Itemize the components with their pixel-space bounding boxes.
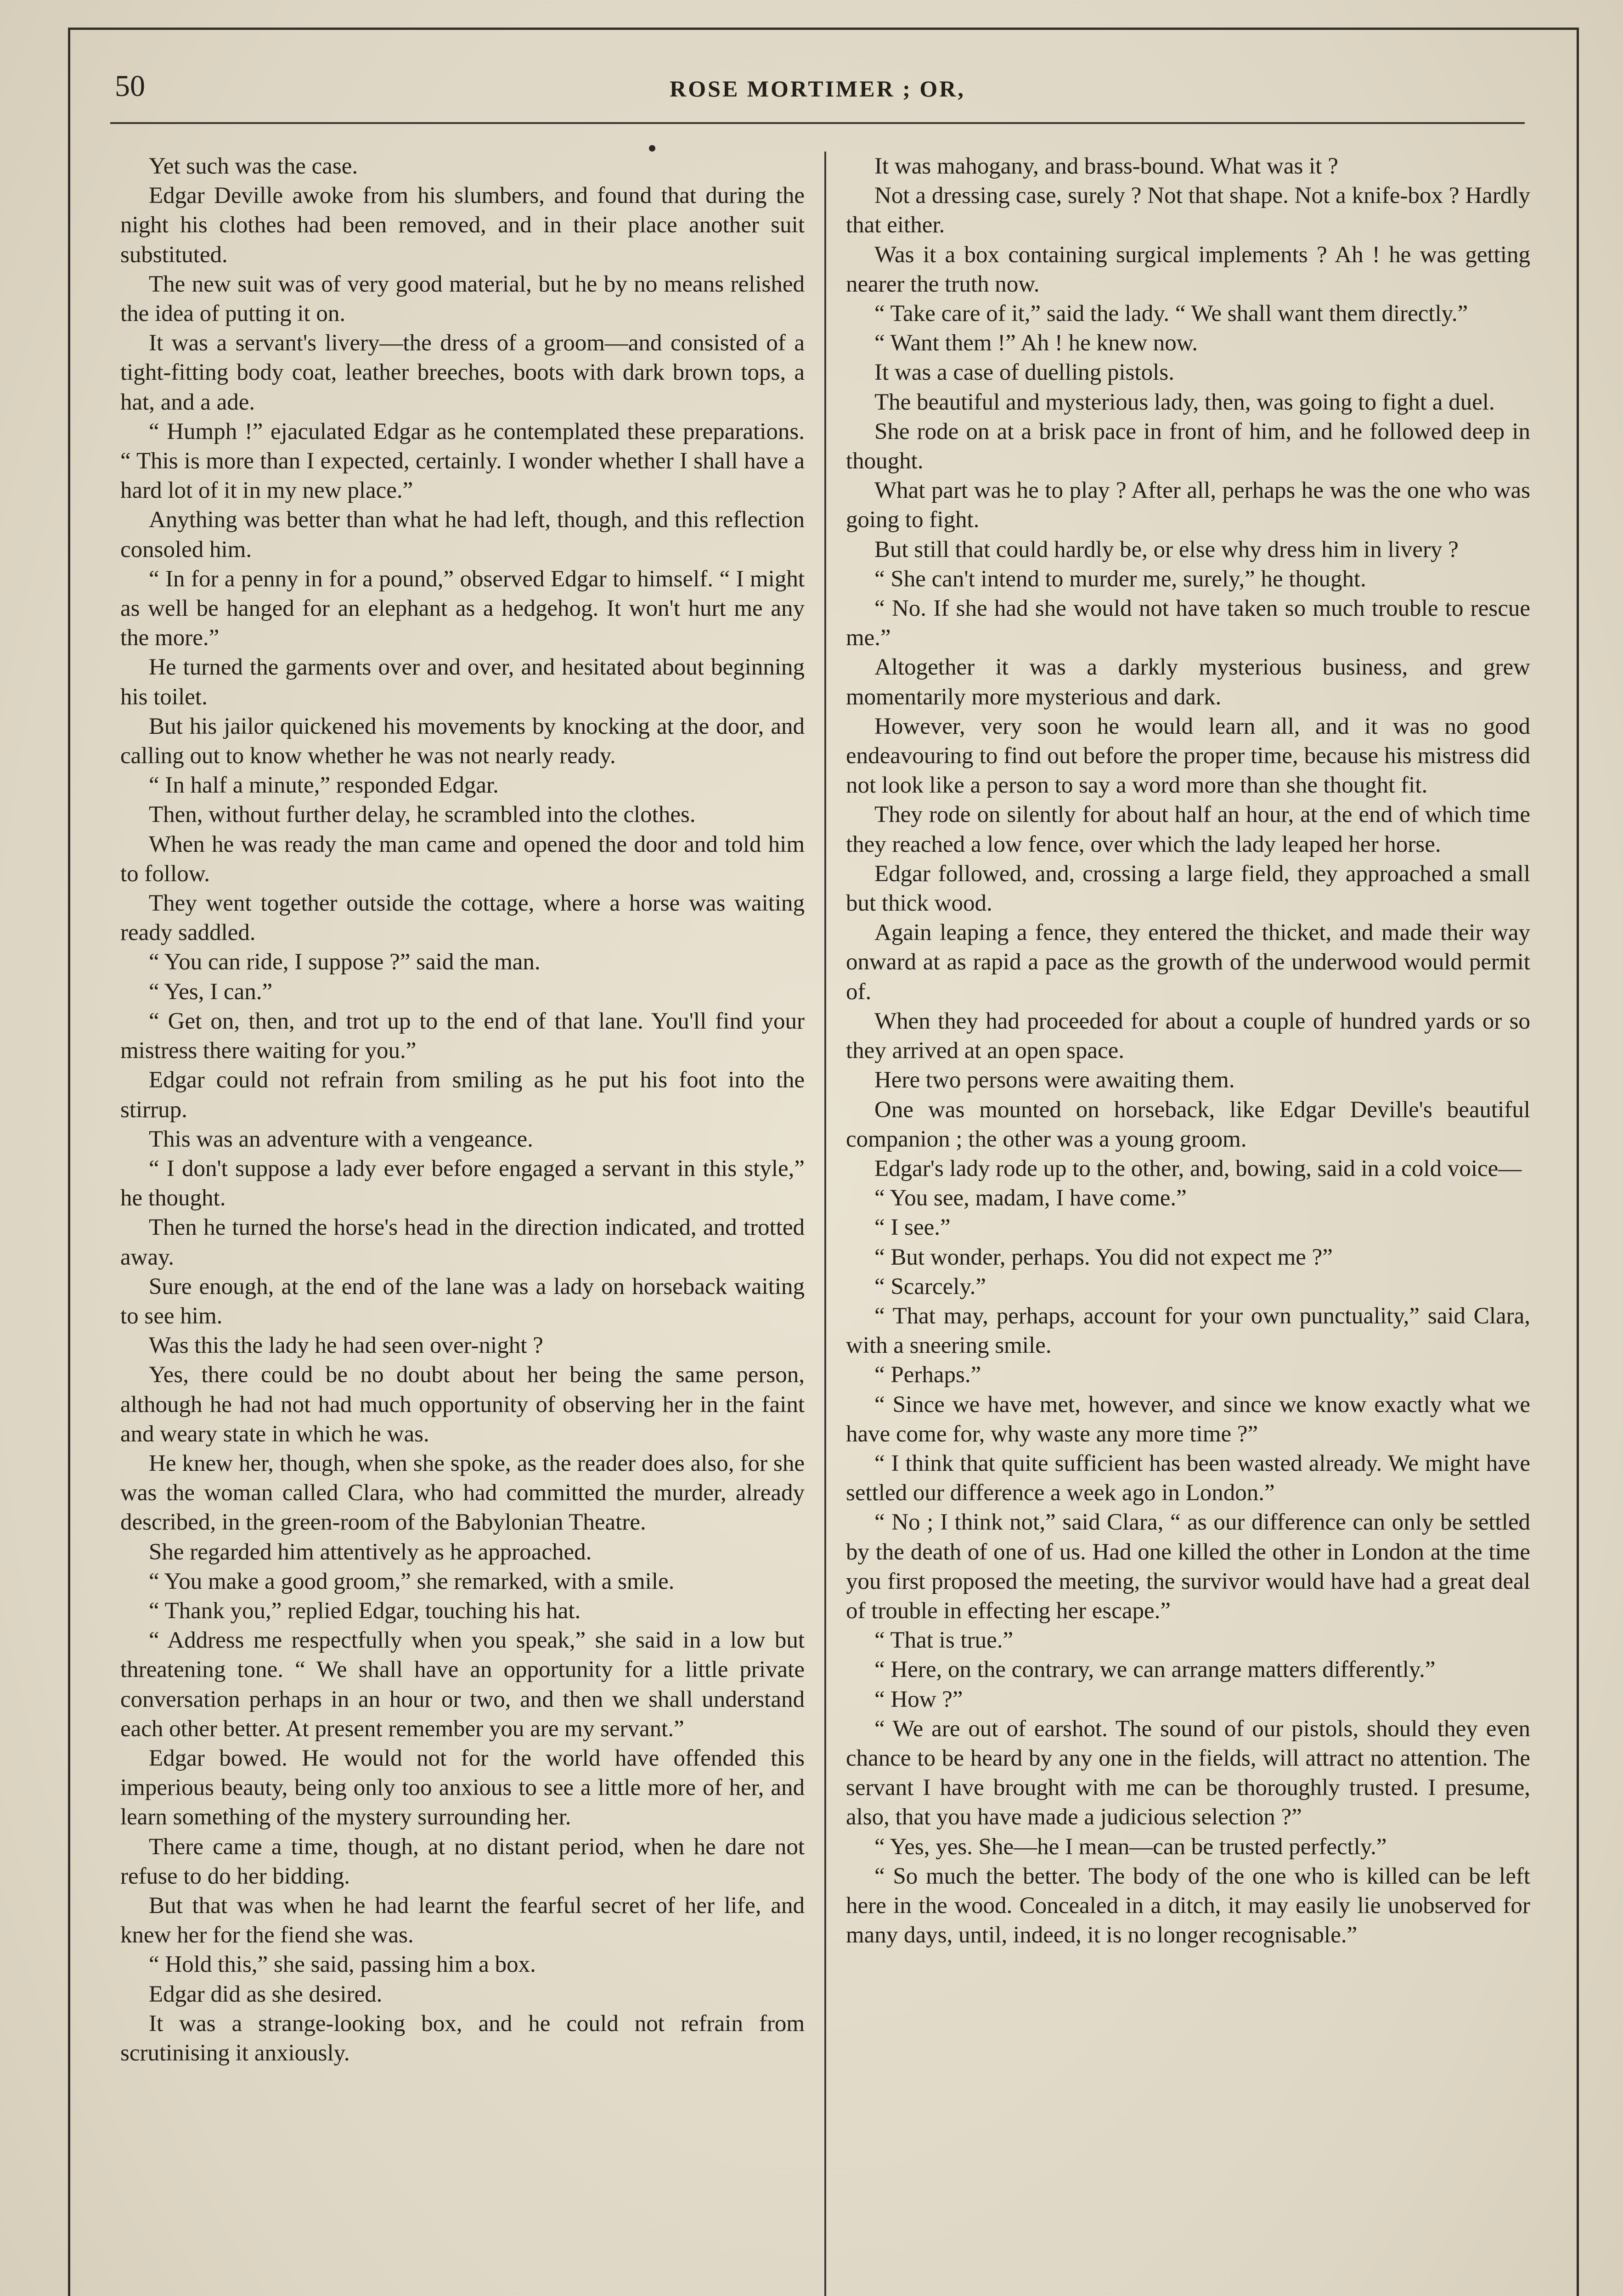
paragraph: It was a servant's livery—the dress of a groom—and consisted of a tight-fitting body coat, leather breeches, boots with dark brown tops, a hat, and a ade. [120,330,805,415]
paragraph: One was mounted on horseback, like Edgar Deville's beautiful companion ; the other was a young groom. [846,1097,1530,1152]
paragraph: “ Here, on the contrary, we can arrange matters differently.” [874,1657,1436,1683]
paragraph: Edgar's lady rode up to the other, and, bowing, said in a cold voice— [874,1155,1522,1182]
paragraph: “ She can't intend to murder me, surely,” he thought. [874,566,1366,592]
paragraph: “ Yes, yes. She—he I mean—can be trusted perfectly.” [874,1834,1387,1860]
paragraph: It was a strange-looking box, and he could not refrain from scrutinising it anxiously. [120,2010,805,2066]
paragraph: “ Want them !” Ah ! he knew now. [874,330,1198,356]
paragraph: Edgar Deville awoke from his slumbers, and found that during the night his clothes had been removed, and in their place another suit substituted. [120,183,805,268]
paragraph: Was this the lady he had seen over-night ? [149,1333,543,1359]
paragraph: Here two persons were awaiting them. [874,1067,1235,1093]
paragraph: When he was ready the man came and opened the door and told him to follow. [120,831,805,887]
left-text-column [120,152,805,2296]
paragraph: “ Humph !” ejaculated Edgar as he contemplated these preparations. “ This is more than I expected, certainly. I wonder whether I shall have a hard lot of it in my new place.” [120,418,805,504]
page-number: 50 [115,69,145,103]
paragraph: “ I think that quite sufficient has been wasted already. We might have settled our difference a week ago in London.” [846,1450,1530,1506]
paragraph: “ Scarcely.” [874,1273,986,1300]
paragraph: But still that could hardly be, or else why dress him in livery ? [874,536,1459,563]
paragraph: Sure enough, at the end of the lane was a lady on horseback waiting to see him. [120,1273,805,1329]
paragraph: Altogether it was a darkly mysterious business, and grew momentarily more mysterious and dark. [846,654,1530,710]
paragraph: She rode on at a brisk pace in front of him, and he followed deep in thought. [846,418,1530,474]
ornament-dot [649,145,655,152]
paragraph: “ How ?” [874,1686,963,1712]
paragraph: “ No ; I think not,” said Clara, “ as our difference can only be settled by the death of one of us. Had one killed the other in London at the time you first proposed the meeting, the survivor would have had a great deal of trouble in effecting her escape.” [846,1509,1530,1624]
paragraph: “ I see.” [874,1215,951,1241]
paragraph: “ Address me respectfully when you speak,” she said in a low but threatening tone. “ We shall have an opportunity for a little private conversation perhaps in an hour or two, and then we shall understand each other better. At present remember you are my servant.” [120,1627,805,1742]
paragraph: “ You can ride, I suppose ?” said the man. [149,949,541,975]
right-text-column [846,152,1530,2296]
paragraph: Edgar followed, and, crossing a large field, they approached a small but thick wood. [846,861,1530,917]
paragraph: She regarded him attentively as he approached. [149,1539,592,1565]
paragraph: “ Get on, then, and trot up to the end of that lane. You'll find your mistress there waiting for you.” [120,1008,805,1064]
paragraph: “ So much the better. The body of the one who is killed can be left here in the wood. Concealed in a ditch, it may easily lie unobserved for many days, until, indeed, it is no longer recognisable.” [846,1863,1530,1948]
paragraph: “ We are out of earshot. The sound of our pistols, should they even chance to be heard by any one in the fields, will attract no attention. The servant I have brought with me can be thoroughly trusted. I presume, also, that you have made a judicious selection ?” [846,1716,1530,1830]
paragraph: What part was he to play ? After all, perhaps he was the one who was going to fight. [846,478,1530,533]
page-header [115,69,1520,110]
paragraph: Was it a box containing surgical implements ? Ah ! he was getting nearer the truth now. [846,242,1530,297]
paragraph: He turned the garments over and over, and hesitated about beginning his toilet. [120,654,805,710]
paragraph: Not a dressing case, surely ? Not that shape. Not a knife-box ? Hardly that either. [846,183,1530,238]
paragraph: However, very soon he would learn all, and it was no good endeavouring to find out before the proper time, because his mistress did not look like a person to say a word more than she thought fit. [846,713,1530,799]
paragraph: But his jailor quickened his movements by knocking at the door, and calling out to know whether he was not nearly ready. [120,713,805,769]
paragraph: The beautiful and mysterious lady, then, was going to fight a duel. [874,389,1495,415]
paragraph: “ Thank you,” replied Edgar, touching his hat. [149,1598,581,1624]
paragraph: They went together outside the cottage, where a horse was waiting ready saddled. [120,890,805,946]
paragraph: Edgar did as she desired. [149,1981,383,2007]
paragraph: “ I don't suppose a lady ever before engaged a servant in this style,” he thought. [120,1155,805,1211]
paragraph: It was mahogany, and brass-bound. What was it ? [874,153,1338,179]
column-divider [824,152,826,2296]
paragraph: The new suit was of very good material, but he by no means relished the idea of putting it on. [120,271,805,327]
paragraph: “ In for a penny in for a pound,” observed Edgar to himself. “ I might as well be hanged for an elephant as a hedgehog. It won't hurt me any the more.” [120,566,805,651]
paragraph: Yes, there could be no doubt about her being the same person, although he had not had much opportunity of observing her in the faint and weary state in which he was. [120,1362,805,1447]
paragraph: “ Since we have met, however, and since we know exactly what we have come for, why waste any more time ?” [846,1391,1530,1447]
paragraph: “ In half a minute,” responded Edgar. [149,772,499,799]
paragraph: He knew her, though, when she spoke, as the reader does also, for she was the woman called Clara, who had committed the murder, already described, in the green-room of the Babylonian Theatre. [120,1450,805,1536]
paragraph: “ But wonder, perhaps. You did not expect me ?” [874,1244,1333,1270]
paragraph: But that was when he had learnt the fearful secret of her life, and knew her for the fiend she was. [120,1892,805,1948]
paragraph: Again leaping a fence, they entered the thicket, and made their way onward at as rapid a pace as the growth of the underwood would permit of. [846,920,1530,1005]
running-title: ROSE MORTIMER ; OR, [670,76,965,101]
paragraph: They rode on silently for about half an hour, at the end of which time they reached a low fence, over which the lady leaped her horse. [846,802,1530,857]
paragraph: “ You make a good groom,” she remarked, with a smile. [149,1568,675,1594]
paragraph: “ That is true.” [874,1627,1014,1654]
paragraph: Yet such was the case. [149,153,358,179]
paragraph: It was a case of duelling pistols. [874,360,1174,386]
paragraph: Then, without further delay, he scrambled into the clothes. [149,802,696,828]
paragraph: “ No. If she had she would not have taken so much trouble to rescue me.” [846,596,1530,651]
paragraph: “ You see, madam, I have come.” [874,1185,1187,1211]
paragraph: “ Perhaps.” [874,1362,981,1388]
paragraph: “ Hold this,” she said, passing him a box. [149,1952,536,1978]
paragraph: Then he turned the horse's head in the direction indicated, and trotted away. [120,1215,805,1270]
paragraph: This was an adventure with a vengeance. [149,1126,533,1152]
paragraph: “ Take care of it,” said the lady. “ We shall want them directly.” [874,301,1468,327]
header-divider [110,122,1525,124]
paragraph: “ Yes, I can.” [149,979,273,1005]
paragraph: “ That may, perhaps, account for your own punctuality,” said Clara, with a sneering smile. [846,1303,1530,1359]
paragraph: There came a time, though, at no distant period, when he dare not refuse to do her bidding. [120,1834,805,1889]
paragraph: Anything was better than what he had left, though, and this reflection consoled him. [120,507,805,563]
paragraph: Edgar bowed. He would not for the world have offended this imperious beauty, being only too anxious to see a little more of her, and learn something of the mystery surrounding her. [120,1745,805,1830]
paragraph: When they had proceeded for about a couple of hundred yards or so they arrived at an open space. [846,1008,1530,1064]
paragraph: Edgar could not refrain from smiling as he put his foot into the stirrup. [120,1067,805,1123]
